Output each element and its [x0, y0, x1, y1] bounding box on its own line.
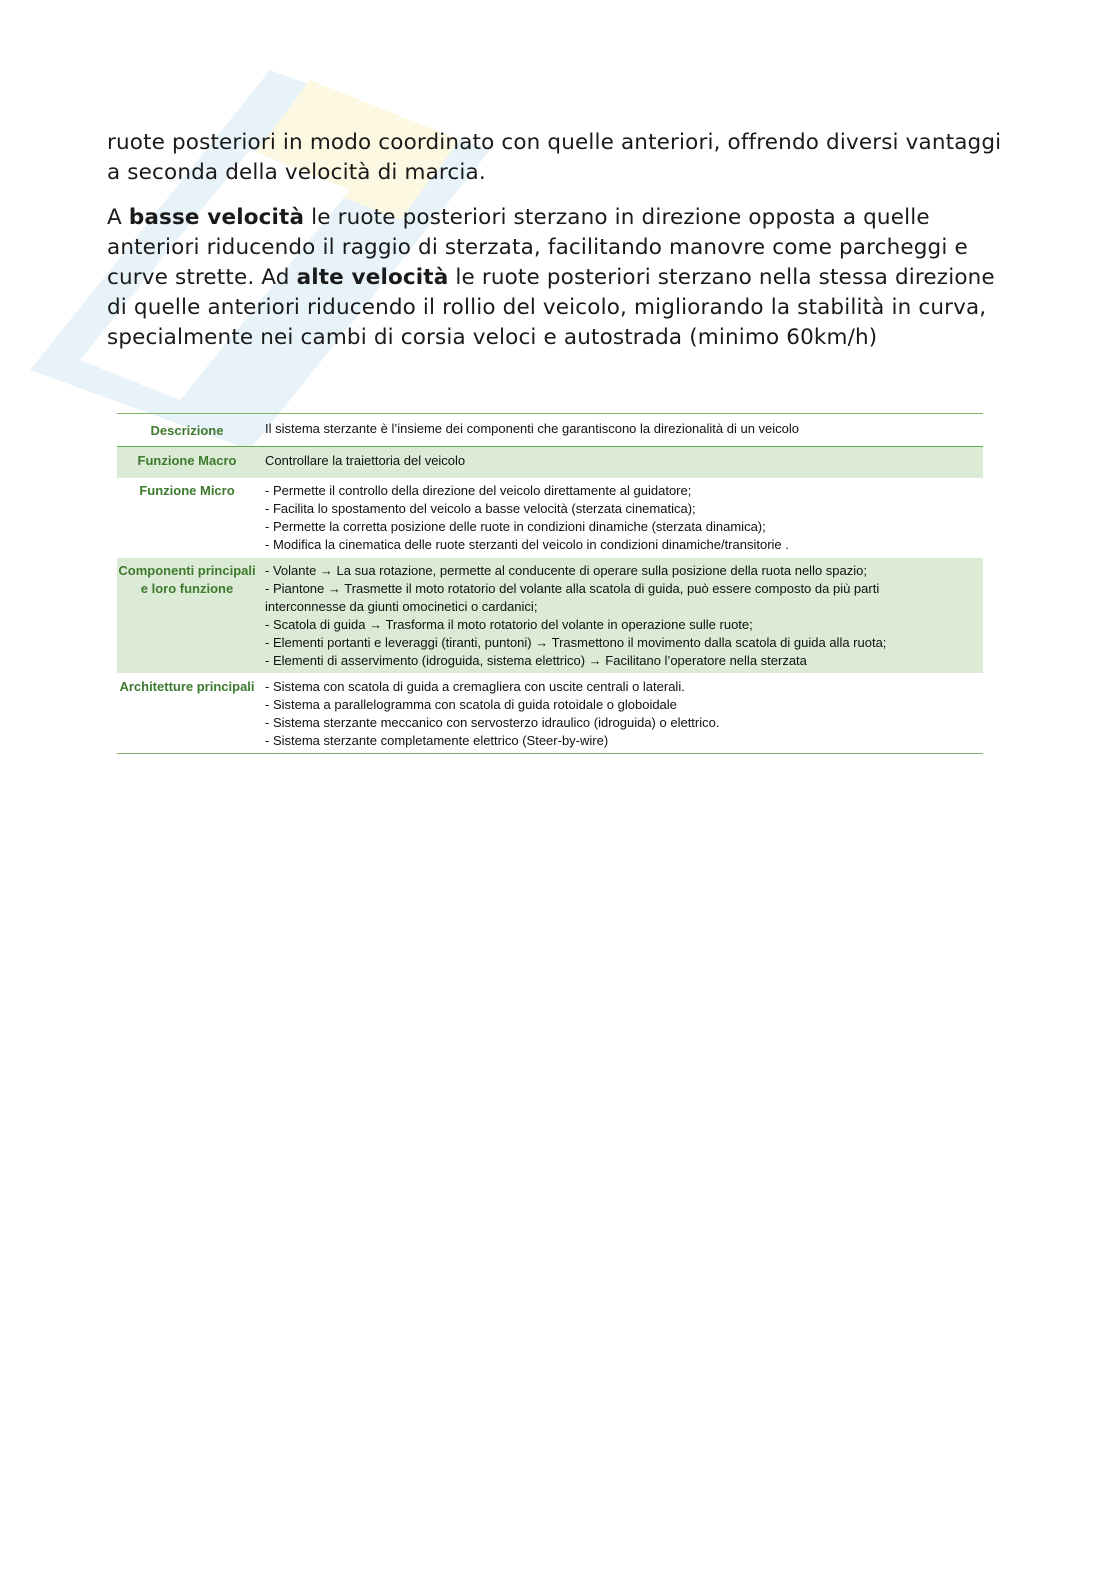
row-label: Funzione Micro [139, 483, 235, 498]
steering-system-table [117, 413, 983, 754]
row-value: Il sistema sterzante è l’insieme dei componenti che garantiscono la direzionalità di un veicolo [265, 421, 800, 436]
row-label: Componenti principali e loro funzione [118, 563, 256, 596]
row-value: - Permette il controllo della direzione del veicolo direttamente al guidatore; - Facilita lo spostamento del veicolo a basse velocità (sterzata cinematica); - Permette la corretta posizione delle ruote in condizioni dinamiche (sterzata dinamica); - Modifica la cinematica delle ruote sterzanti del veicolo in condizioni dinamiche/transitorie . [265, 483, 789, 552]
row-value: Controllare la traiettoria del veicolo [265, 453, 466, 468]
table-row [117, 558, 983, 673]
row-label: Funzione Macro [137, 453, 237, 468]
row-value: - Sistema con scatola di guida a cremagliera con uscite centrali o laterali. - Sistema a parallelogramma con scatola di guida rotoidale o globoidale - Sistema sterzante meccanico con servosterzo idraulico (idroguida) o elettrico. - Sistema sterzante completamente elettrico (Steer-by-wire) [265, 679, 720, 748]
table-row [117, 673, 983, 754]
table-row [117, 414, 983, 447]
paragraph-intro: ruote posteriori in modo coordinato con quelle anteriori, offrendo diversi vantaggi a seconda della velocità di marcia. [107, 130, 1002, 185]
paragraph-speeds: A basse velocità le ruote posteriori sterzano in direzione opposta a quelle anteriori riducendo il raggio di sterzata, facilitando manovre come parcheggi e curve strette. Ad alte velocità le ruote posteriori sterzano nella stessa direzione di quelle anteriori riducendo il rollio del veicolo, migliorando la stabilità in curva, specialmente nei cambi di corsia veloci e autostrada (minimo 60km/h) [107, 205, 995, 350]
table-row [117, 478, 983, 558]
body-text [107, 128, 1007, 368]
bold-low-speed: basse velocità [128, 205, 305, 230]
row-label: Descrizione [150, 423, 224, 438]
row-label: Architetture principali [119, 679, 255, 694]
table-row [117, 447, 983, 479]
bold-high-speed: alte velocità [296, 265, 449, 290]
row-value: - Volante → La sua rotazione, permette al conducente di operare sulla posizione della ruota nello spazio; - Piantone → Trasmette il moto rotatorio del volante alla scatola di guida, può essere composto da più parti interconnesse da giunti omocinetici o cardanici; - Scatola di guida → Trasforma il moto rotatorio del volante in operazione sulle ruote; - Elementi portanti e leveraggi (tiranti, puntoni) → Trasmettono il movimento dalla scatola di guida alla ruota; - Elementi di asservimento (idroguida, sistema elettrico) → Facilitano l’operatore nella sterzata [265, 563, 887, 668]
